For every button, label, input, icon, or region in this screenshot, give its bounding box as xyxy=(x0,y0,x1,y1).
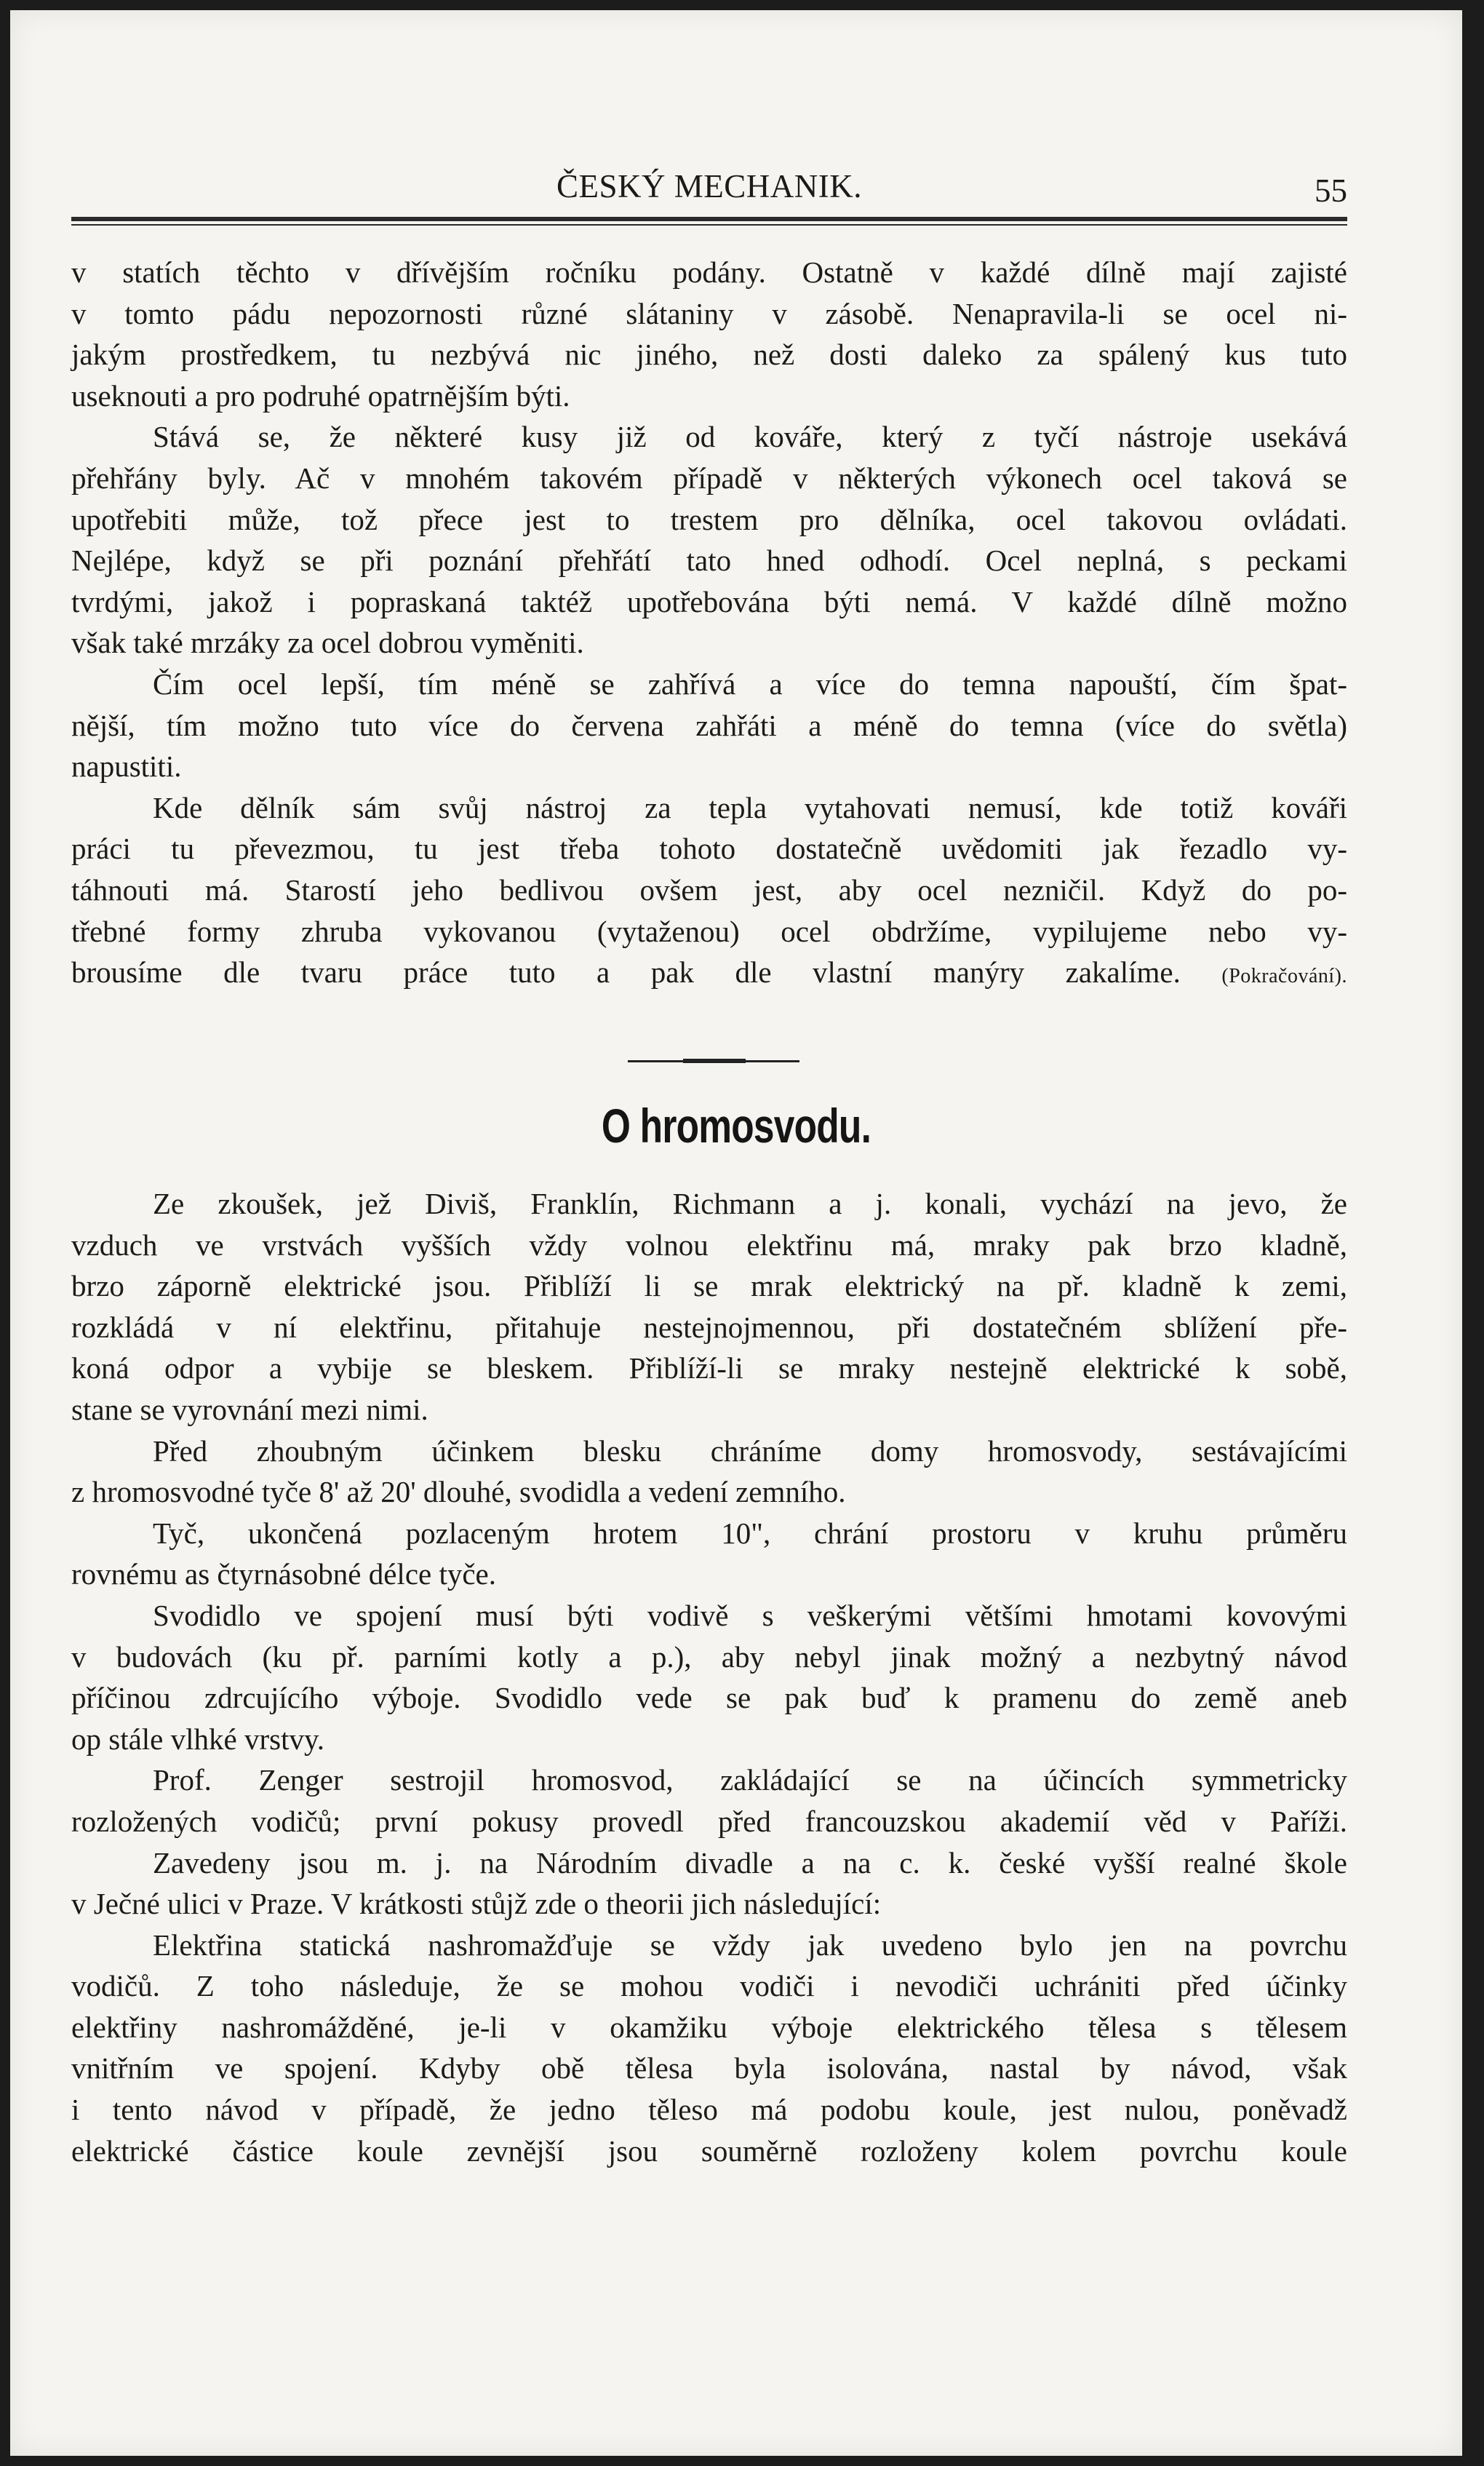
text-line: stane se vyrovnání mezi nimi. xyxy=(71,1392,428,1426)
text-line: přehřány byly. Ač v mnohém takovém případě v některých výkonech ocel taková se xyxy=(71,461,1347,495)
text-line: Svodidlo ve spojení musí býti vodivě s veškerými většími hmotami kovovými xyxy=(153,1598,1347,1632)
text-line: Nejlépe, když se při poznání přehřátí tato hned odhodí. Ocel neplná, s peckami xyxy=(71,544,1347,578)
text-line: v tomto pádu nepozornosti různé slátaniny v zásobě. Nenapravila-li se ocel ni- xyxy=(71,296,1347,330)
text-line: třebné formy zhruba vykovanou (vytaženou) ocel obdržíme, vypilujeme nebo vy- xyxy=(71,914,1347,948)
text-line: op stále vlhké vrstvy. xyxy=(71,1722,325,1756)
text-line: jakým prostředkem, tu nezbývá nic jiného, než dosti daleko za spálený kus tuto xyxy=(71,338,1347,372)
text-line: Prof. Zenger sestrojil hromosvod, zakládající se na účincích symmetricky xyxy=(153,1763,1347,1797)
text-line: v budovách (ku př. parními kotly a p.), aby nebyl jinak možný a nezbytný návod xyxy=(71,1639,1347,1674)
text-line: elektřiny nashromážděné, je-li v okamžiku výboje elektrického tělesa s tělesem xyxy=(71,2010,1347,2044)
text-line: brzo záporně elektrické jsou. Přiblíží li se mrak elektrický na př. kladně k zemi, xyxy=(71,1269,1347,1303)
scanned-page xyxy=(10,10,1462,2456)
header-rule-thick xyxy=(71,217,1347,221)
text-line: i tento návod v případě, že jedno těleso má podobu koule, jest nulou, poněvadž xyxy=(71,2093,1347,2127)
text-line: vzduch ve vrstvách vyšších vždy volnou elektřinu má, mraky pak brzo kladně, xyxy=(71,1228,1347,1262)
section-heading: O hromosvodu. xyxy=(601,1099,871,1153)
text-line: vodičů. Z toho následuje, že se mohou vodiči i nevodiči uchrániti před účinky xyxy=(71,1969,1347,2003)
text-line: upotřebiti může, tož přece jest to trestem pro dělníka, ocel takovou ovládati. xyxy=(71,502,1347,536)
section-1-text xyxy=(71,252,1347,993)
text-line: nější, tím možno tuto více do červena zahřáti a méně do temna (více do světla) xyxy=(71,708,1347,742)
text-line: Kde dělník sám svůj nástroj za tepla vytahovati nemusí, kde totiž kováři xyxy=(153,790,1347,824)
continuation-note: (Pokračování). xyxy=(1221,965,1347,988)
running-header xyxy=(71,164,1347,215)
text-line: koná odpor a vybije se bleskem. Přiblíží-li se mraky nestejně elektrické k sobě, xyxy=(71,1351,1347,1385)
text-line: vnitřním ve spojení. Kdyby obě tělesa byla isolována, nastal by návod, však xyxy=(71,2051,1347,2085)
text-line: Stává se, že některé kusy již od kováře, který z tyčí nástroje usekává xyxy=(153,420,1347,454)
text-line: Zavedeny jsou m. j. na Národním divadle a na c. k. české vyšší realné škole xyxy=(153,1845,1347,1880)
text-line: v Ječné ulici v Praze. V krátkosti stůjž zde o theorii jich následující: xyxy=(71,1887,882,1921)
text-line: táhnouti má. Starostí jeho bedlivou ovšem jest, aby ocel nezničil. Když do po- xyxy=(71,872,1347,907)
text-line: Elektřina statická nashromažďuje se vždy jak uvedeno bylo jen na povrchu xyxy=(153,1928,1347,1962)
text-line: Ze zkoušek, jež Diviš, Franklín, Richmann a j. konali, vychází na jevo, že xyxy=(153,1187,1347,1220)
text-line: rovnému as čtyrnásobné délce tyče. xyxy=(71,1557,497,1591)
text-line: brousíme dle tvaru práce tuto a pak dle vlastní manýry zakalíme. xyxy=(71,955,1181,990)
text-line: příčinou zdrcujícího výboje. Svodidlo vede se pak buď k pramenu do země aneb xyxy=(71,1681,1347,1715)
text-line-with-continuation xyxy=(71,952,1347,993)
page-number: 55 xyxy=(1315,172,1347,209)
text-line: v statích těchto v dřívějším ročníku podány. Ostatně v každé dílně mají zajisté xyxy=(71,255,1347,289)
journal-title: ČESKÝ MECHANIK. xyxy=(556,168,862,204)
text-line: rozložených vodičů; první pokusy provedl před francouzskou akademií věd v Paříži. xyxy=(71,1804,1347,1838)
text-line: Před zhoubným účinkem blesku chráníme domy hromosvody, sestávajícími xyxy=(153,1433,1347,1468)
text-line: práci tu převezmou, tu jest třeba tohoto dostatečně uvědomiti jak řezadlo vy- xyxy=(71,832,1347,866)
text-line: useknouti a pro podruhé opatrnějším býti. xyxy=(71,378,570,413)
section-divider-center xyxy=(683,1059,746,1063)
section-2-text xyxy=(71,1183,1347,2171)
header-rule-thin xyxy=(71,224,1347,226)
text-line: však také mrzáky za ocel dobrou vyměniti. xyxy=(71,626,584,660)
text-line: Čím ocel lepší, tím méně se zahřívá a více do temna napouští, čím špat- xyxy=(153,667,1347,701)
text-line: z hromosvodné tyče 8' až 20' dlouhé, svodidla a vedení zemního. xyxy=(71,1475,846,1509)
text-line: rozkládá v ní elektřinu, přitahuje nestejnojmennou, při dostatečném sblížení pře- xyxy=(71,1310,1347,1344)
text-line: elektrické částice koule zevnější jsou souměrně rozloženy kolem povrchu koule xyxy=(71,2133,1347,2168)
text-line: tvrdými, jakož i popraskaná taktéž upotřebována býti nemá. V každé dílně možno xyxy=(71,584,1347,619)
text-line: napustiti. xyxy=(71,749,182,784)
text-line: Tyč, ukončená pozlaceným hrotem 10", chrání prostoru v kruhu průměru xyxy=(153,1516,1347,1550)
